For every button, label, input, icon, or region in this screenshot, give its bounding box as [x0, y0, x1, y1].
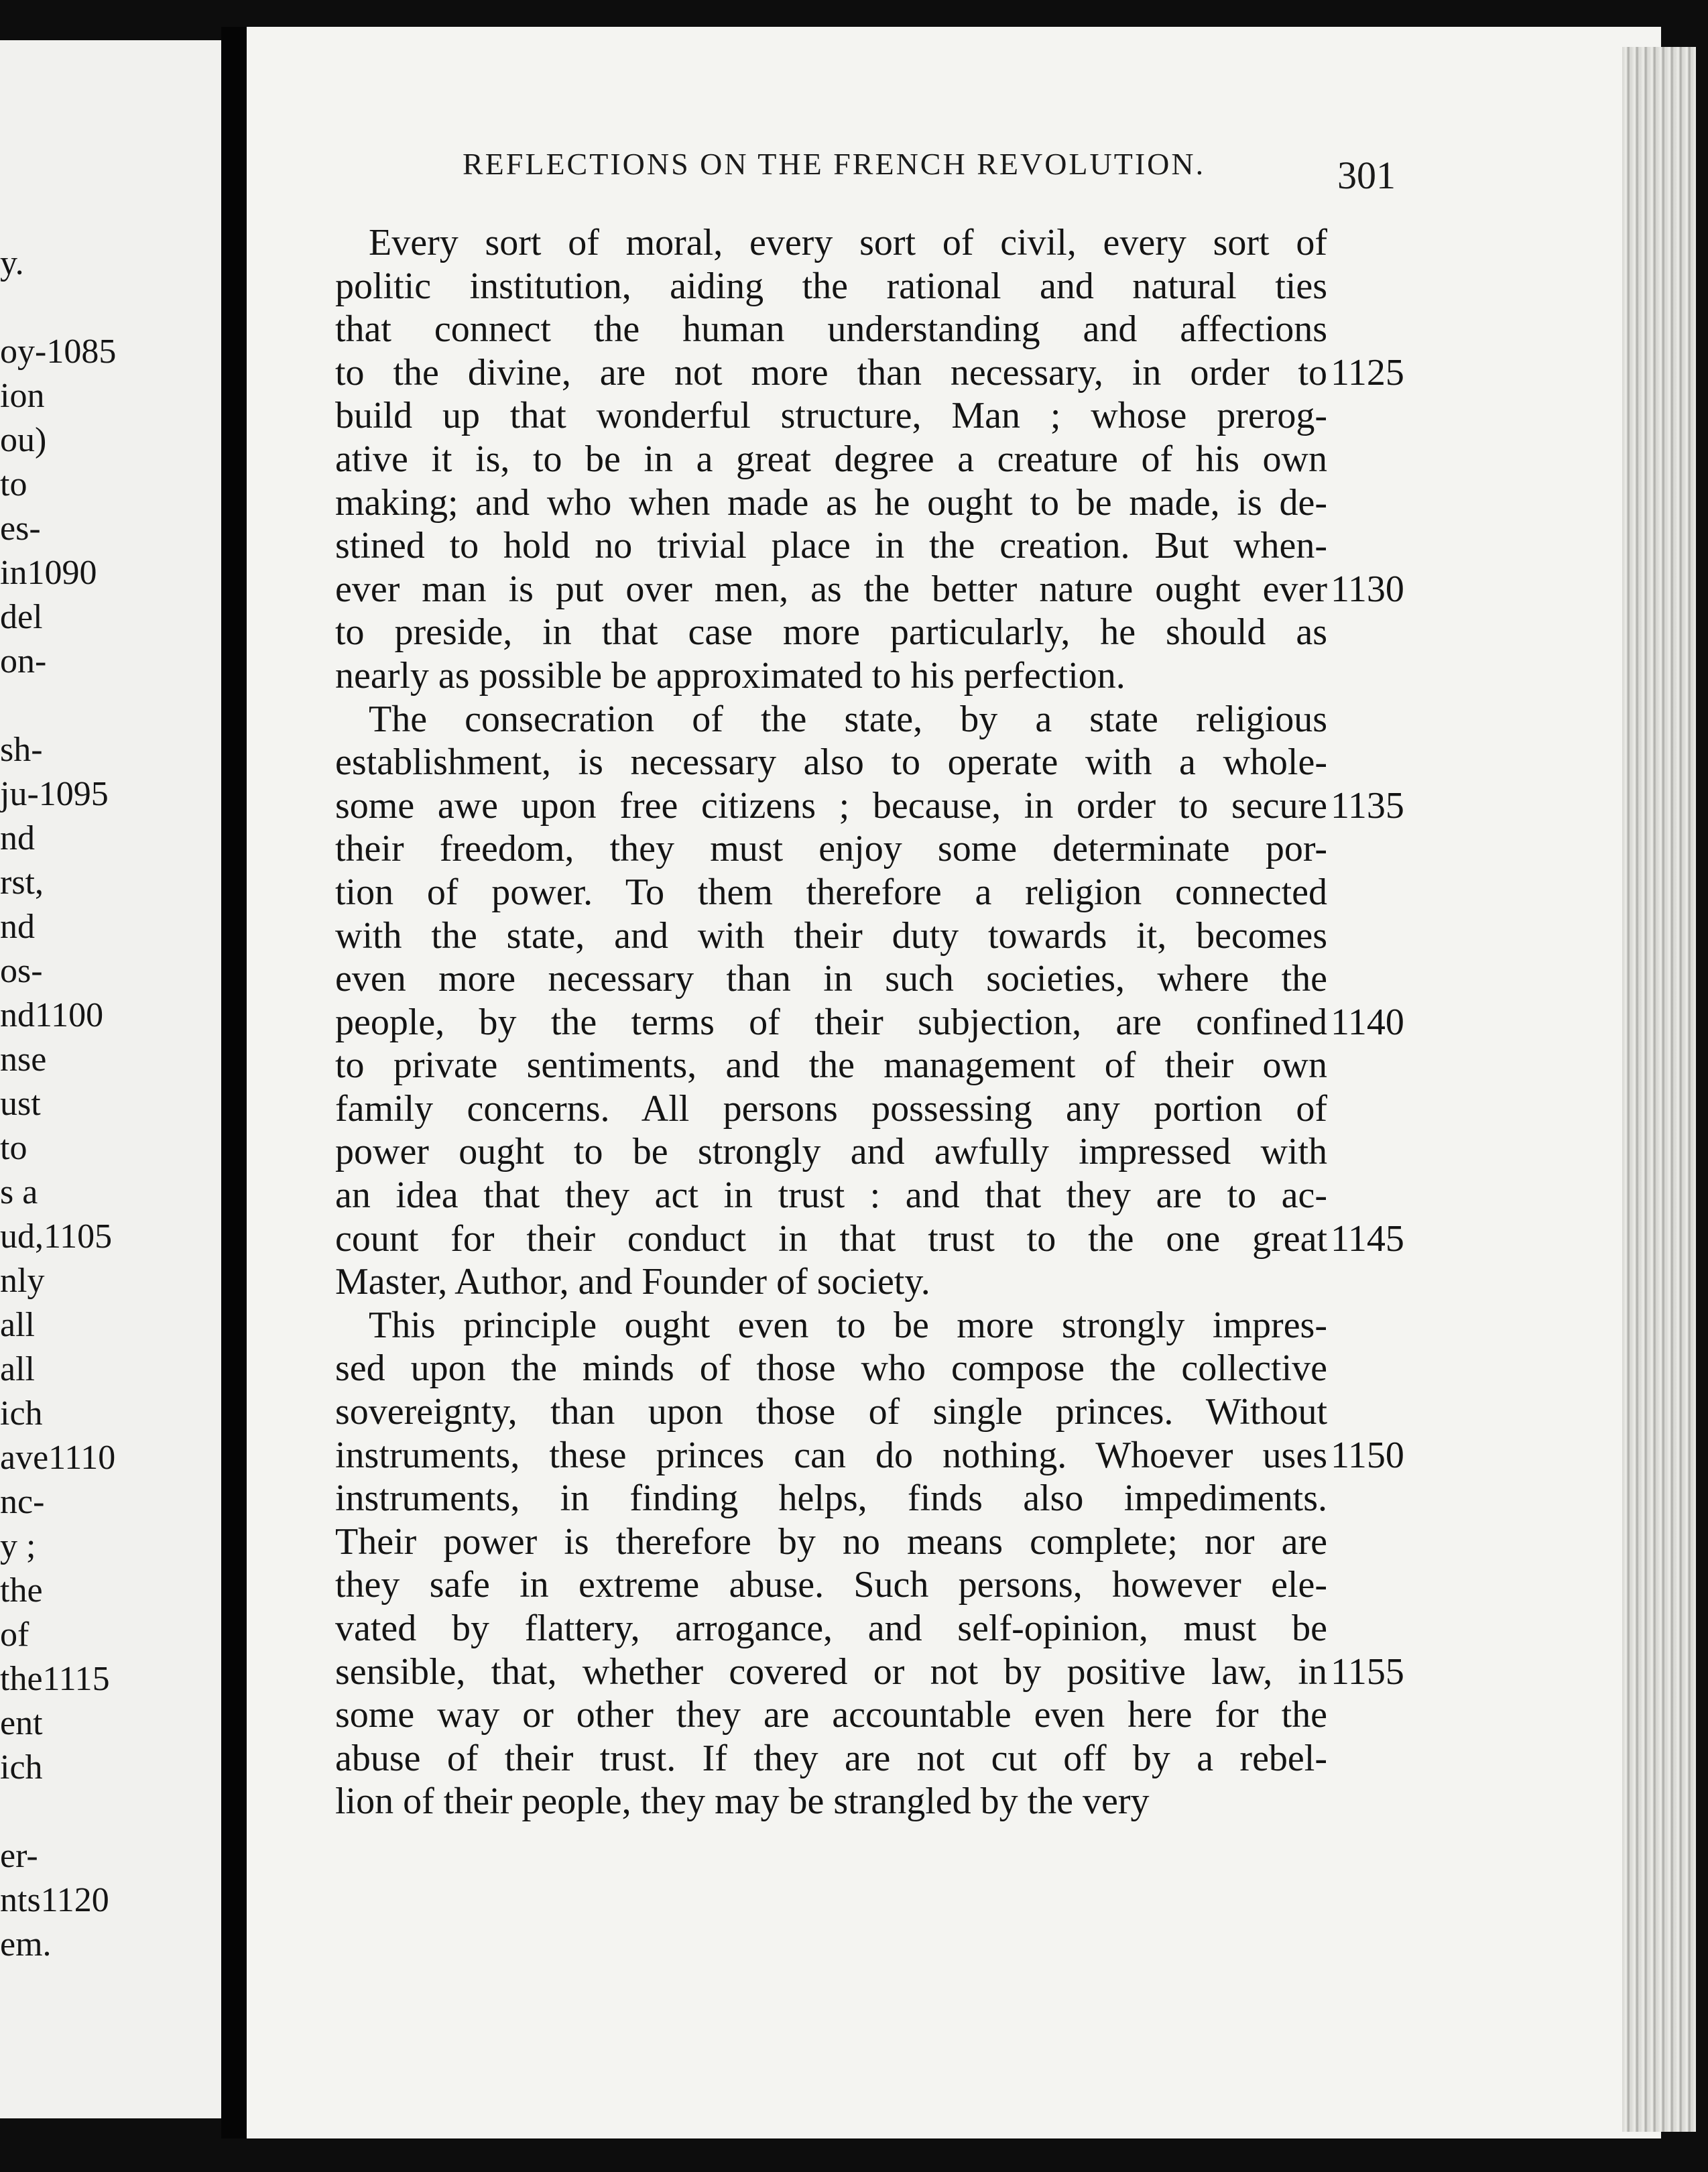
- text-line: their freedom, they must enjoy some determinate por-: [335, 828, 1327, 870]
- left-margin-line: oy-1085: [0, 333, 117, 371]
- left-margin-line: of: [0, 1616, 29, 1654]
- text-line: instruments, these princes can do nothing. Whoever uses: [335, 1434, 1327, 1476]
- page-number: 301: [1337, 154, 1396, 197]
- left-margin-line: ud,1105: [0, 1217, 113, 1256]
- text-line: sed upon the minds of those who compose the collective: [335, 1347, 1327, 1390]
- left-margin-line: nts1120: [0, 1881, 109, 1919]
- line-number: 1155: [1331, 1650, 1404, 1693]
- text-line: The consecration of the state, by a state religious: [369, 698, 1327, 740]
- text-line: Master, Author, and Founder of society.: [335, 1261, 930, 1303]
- text-line: some way or other they are accountable even here for the: [335, 1694, 1327, 1736]
- left-margin-line: ou): [0, 421, 47, 459]
- text-line: politic institution, aiding the rational and natural ties: [335, 265, 1327, 307]
- text-line: tion of power. To them therefore a religion connected: [335, 871, 1327, 913]
- left-margin-line: the: [0, 1571, 43, 1610]
- left-margin-line: os-: [0, 952, 43, 990]
- left-margin-line: del: [0, 598, 43, 636]
- book-gutter: [221, 27, 247, 2138]
- text-line: to preside, in that case more particularly, he should as: [335, 611, 1327, 654]
- left-margin-line: ich: [0, 1394, 43, 1433]
- text-line: making; and who when made as he ought to be made, is de-: [335, 481, 1327, 524]
- line-number: 1150: [1331, 1434, 1404, 1476]
- text-line: build up that wonderful structure, Man ; whose prerog-: [335, 395, 1327, 437]
- left-margin-line: nse: [0, 1040, 47, 1079]
- left-margin-line: ust: [0, 1085, 41, 1123]
- text-line: sensible, that, whether covered or not by positive law, in: [335, 1650, 1327, 1693]
- text-line: they safe in extreme abuse. Such persons, however ele-: [335, 1564, 1327, 1606]
- left-margin-line: nd: [0, 908, 35, 946]
- left-margin-line: er-: [0, 1837, 38, 1875]
- text-line: instruments, in finding helps, finds also impediments.: [335, 1477, 1327, 1520]
- left-margin-line: y.: [0, 244, 24, 282]
- text-line: people, by the terms of their subjection, are confined: [335, 1001, 1327, 1043]
- left-margin-line: s a: [0, 1173, 38, 1211]
- text-line: vated by flattery, arrogance, and self-opinion, must be: [335, 1608, 1327, 1649]
- left-margin-line: em.: [0, 1925, 52, 1964]
- line-number: 1135: [1331, 784, 1404, 827]
- text-line: Their power is therefore by no means complete; nor are: [335, 1520, 1327, 1563]
- left-margin-line: all: [0, 1350, 35, 1388]
- left-margin-line: nd: [0, 819, 35, 857]
- text-line: lion of their people, they may be strangled by the very: [335, 1781, 1150, 1823]
- body-text: [335, 221, 1327, 1823]
- text-line: establishment, is necessary also to operate with a whole-: [335, 741, 1327, 784]
- text-line: stined to hold no trivial place in the creation. But when-: [335, 525, 1327, 567]
- left-margin-line: [0, 684, 221, 728]
- page-edges: [1622, 47, 1696, 2132]
- text-line: sovereignty, than upon those of single princes. Without: [335, 1391, 1327, 1433]
- left-margin-line: to: [0, 465, 27, 503]
- left-margin-line: the1115: [0, 1660, 110, 1698]
- left-margin-line: sh-: [0, 731, 43, 769]
- left-margin-line: y ;: [0, 1527, 36, 1565]
- left-margin-line: ave1110: [0, 1439, 116, 1477]
- left-margin-line: ich: [0, 1748, 43, 1787]
- left-margin-line: es-: [0, 509, 41, 548]
- left-margin-line: ent: [0, 1704, 43, 1742]
- line-number: 1125: [1331, 351, 1404, 394]
- line-number: 1145: [1331, 1217, 1404, 1260]
- left-margin-text: [0, 241, 221, 1967]
- text-line: to the divine, are not more than necessary, in order to: [335, 351, 1327, 394]
- left-margin-line: [0, 286, 221, 330]
- left-margin-line: on-: [0, 642, 47, 680]
- text-line: ative it is, to be in a great degree a creature of his own: [335, 438, 1327, 480]
- text-line: This principle ought even to be more strongly impres-: [369, 1304, 1327, 1346]
- running-title: REFLECTIONS ON THE FRENCH REVOLUTION.: [463, 147, 1206, 181]
- left-margin-line: ion: [0, 377, 45, 415]
- text-line: abuse of their trust. If they are not cut off by a rebel-: [335, 1737, 1327, 1779]
- text-line: ever man is put over men, as the better nature ought ever: [335, 568, 1327, 610]
- left-page-fragment: [0, 40, 221, 2118]
- left-margin-line: in1090: [0, 554, 97, 592]
- left-margin-line: [0, 1790, 221, 1834]
- text-line: Every sort of moral, every sort of civil, every sort of: [369, 222, 1327, 263]
- line-number: 1130: [1331, 568, 1404, 610]
- text-line: count for their conduct in that trust to the one great: [335, 1217, 1327, 1260]
- text-line: an idea that they act in trust : and that they are to ac-: [335, 1174, 1327, 1217]
- left-margin-line: rst,: [0, 863, 44, 902]
- line-number: 1140: [1331, 1001, 1404, 1043]
- left-margin-line: ju-1095: [0, 775, 109, 813]
- text-line: nearly as possible be approximated to his perfection.: [335, 654, 1125, 697]
- text-line: that connect the human understanding and affections: [335, 308, 1327, 351]
- text-line: power ought to be strongly and awfully impressed with: [335, 1131, 1327, 1173]
- left-margin-line: nd1100: [0, 996, 104, 1034]
- text-line: even more necessary than in such societies, where the: [335, 958, 1327, 1000]
- left-margin-line: nc-: [0, 1483, 45, 1521]
- text-line: to private sentiments, and the management of their own: [335, 1044, 1327, 1087]
- left-margin-line: to: [0, 1129, 27, 1167]
- left-margin-line: all: [0, 1306, 35, 1344]
- left-margin-line: nly: [0, 1262, 45, 1300]
- text-line: some awe upon free citizens ; because, in order to secure: [335, 784, 1327, 827]
- text-line: with the state, and with their duty towards it, becomes: [335, 914, 1327, 957]
- text-line: family concerns. All persons possessing any portion of: [335, 1087, 1327, 1130]
